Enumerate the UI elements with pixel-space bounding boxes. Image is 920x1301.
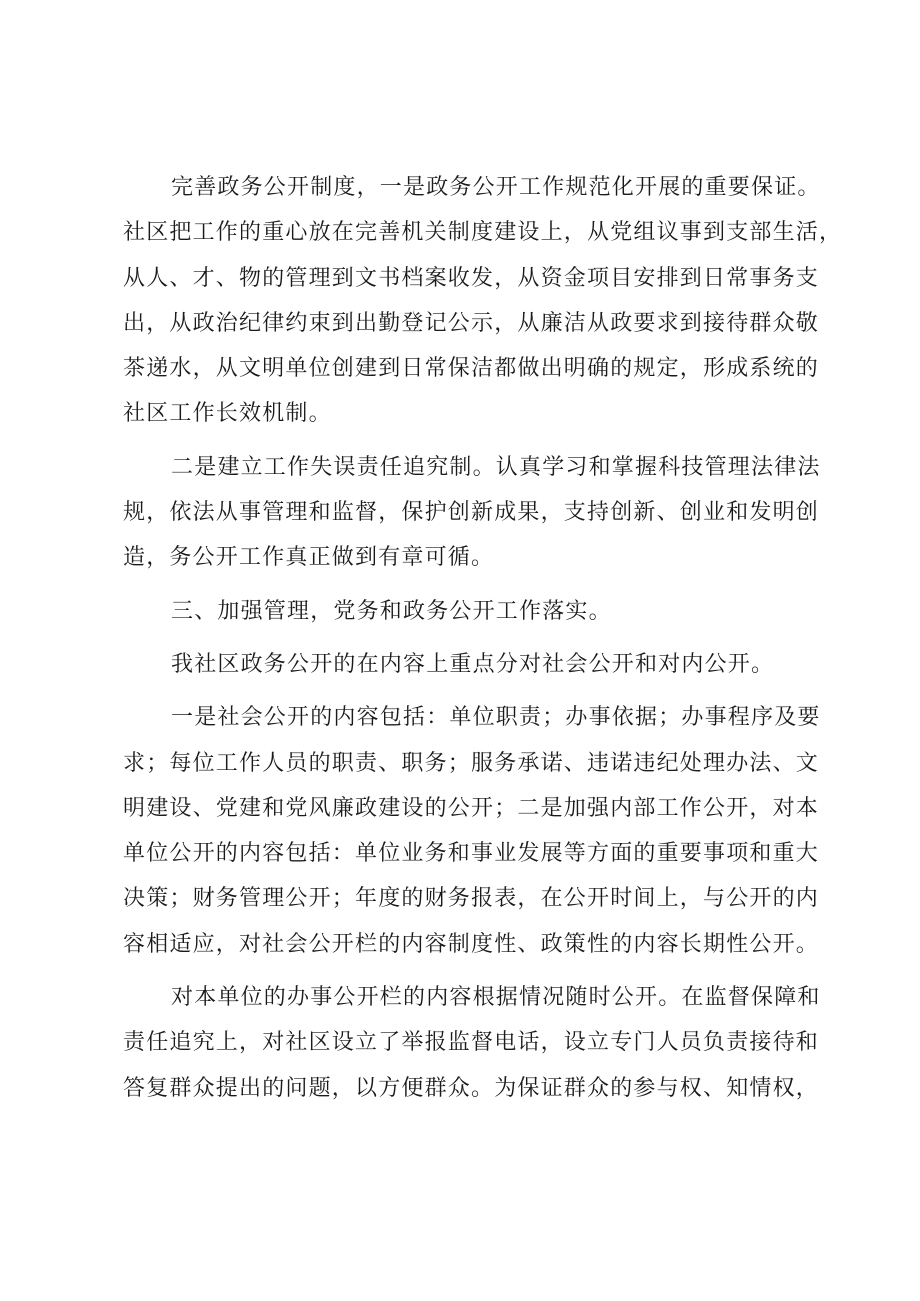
text-line: 我社区政务公开的在内容上重点分对社会公开和对内公开。 [171, 651, 775, 677]
document-body [123, 165, 843, 1111]
paragraph [123, 975, 833, 1111]
text-line: 规，依法从事管理和监督，保护创新成果，支持创新、创业和发明创 [123, 500, 820, 526]
paragraph-spacer [123, 437, 833, 445]
text-line: 二是建立工作失误责任追究制。认真学习和掌握科技管理法律法 [171, 454, 821, 480]
text-line: 茶递水，从文明单位创建到日常保洁都做出明确的规定，形成系统的 [123, 356, 820, 382]
text-line: 责任追究上，对社区设立了举报监督电话，设立专门人员负责接待和 [123, 1030, 820, 1056]
text-line: 完善政务公开制度，一是政务公开工作规范化开展的重要保证。 [171, 175, 821, 200]
text-line: 对本单位的办事公开栏的内容根据情况随时公开。在监督保障和 [171, 985, 821, 1011]
text-line: 容相适应，对社会公开栏的内容制度性、政策性的内容长期性公开。 [123, 931, 820, 957]
text-line: 求；每位工作人员的职责、职务；服务承诺、违诺违纪处理办法、文 [123, 750, 820, 776]
paragraph [123, 445, 833, 581]
paragraph-spacer [123, 967, 833, 975]
text-line: 社区把工作的重心放在完善机关制度建设上，从党组议事到支部生活， [123, 220, 843, 246]
paragraph [123, 165, 843, 437]
text-line: 一是社会公开的内容包括：单位职责；办事依据；办事程序及要 [171, 705, 821, 731]
text-line: 出，从政治纪律约束到出勤登记公示，从廉洁从政要求到接待群众敬 [123, 310, 820, 336]
paragraph-spacer [123, 581, 833, 589]
text-line: 社区工作长效机制。 [123, 401, 332, 427]
text-line: 三、加强管理，党务和政务公开工作落实。 [171, 598, 612, 624]
text-line: 明建设、党建和党风廉政建设的公开；二是加强内部工作公开，对本 [123, 795, 820, 821]
paragraph-spacer [123, 687, 833, 695]
text-line: 单位公开的内容包括：单位业务和事业发展等方面的重要事项和重大 [123, 841, 820, 867]
text-line: 从人、才、物的管理到文书档案收发，从资金项目安排到日常事务支 [123, 265, 820, 291]
paragraph [123, 695, 833, 967]
text-line: 决策；财务管理公开；年度的财务报表，在公开时间上，与公开的内 [123, 886, 820, 912]
paragraph-spacer [123, 634, 833, 642]
text-line: 答复群众提出的问题，以方便群众。为保证群众的参与权、知情权， [123, 1075, 820, 1101]
text-line: 造，务公开工作真正做到有章可循。 [123, 545, 495, 571]
paragraph [123, 642, 833, 687]
paragraph [123, 589, 833, 634]
